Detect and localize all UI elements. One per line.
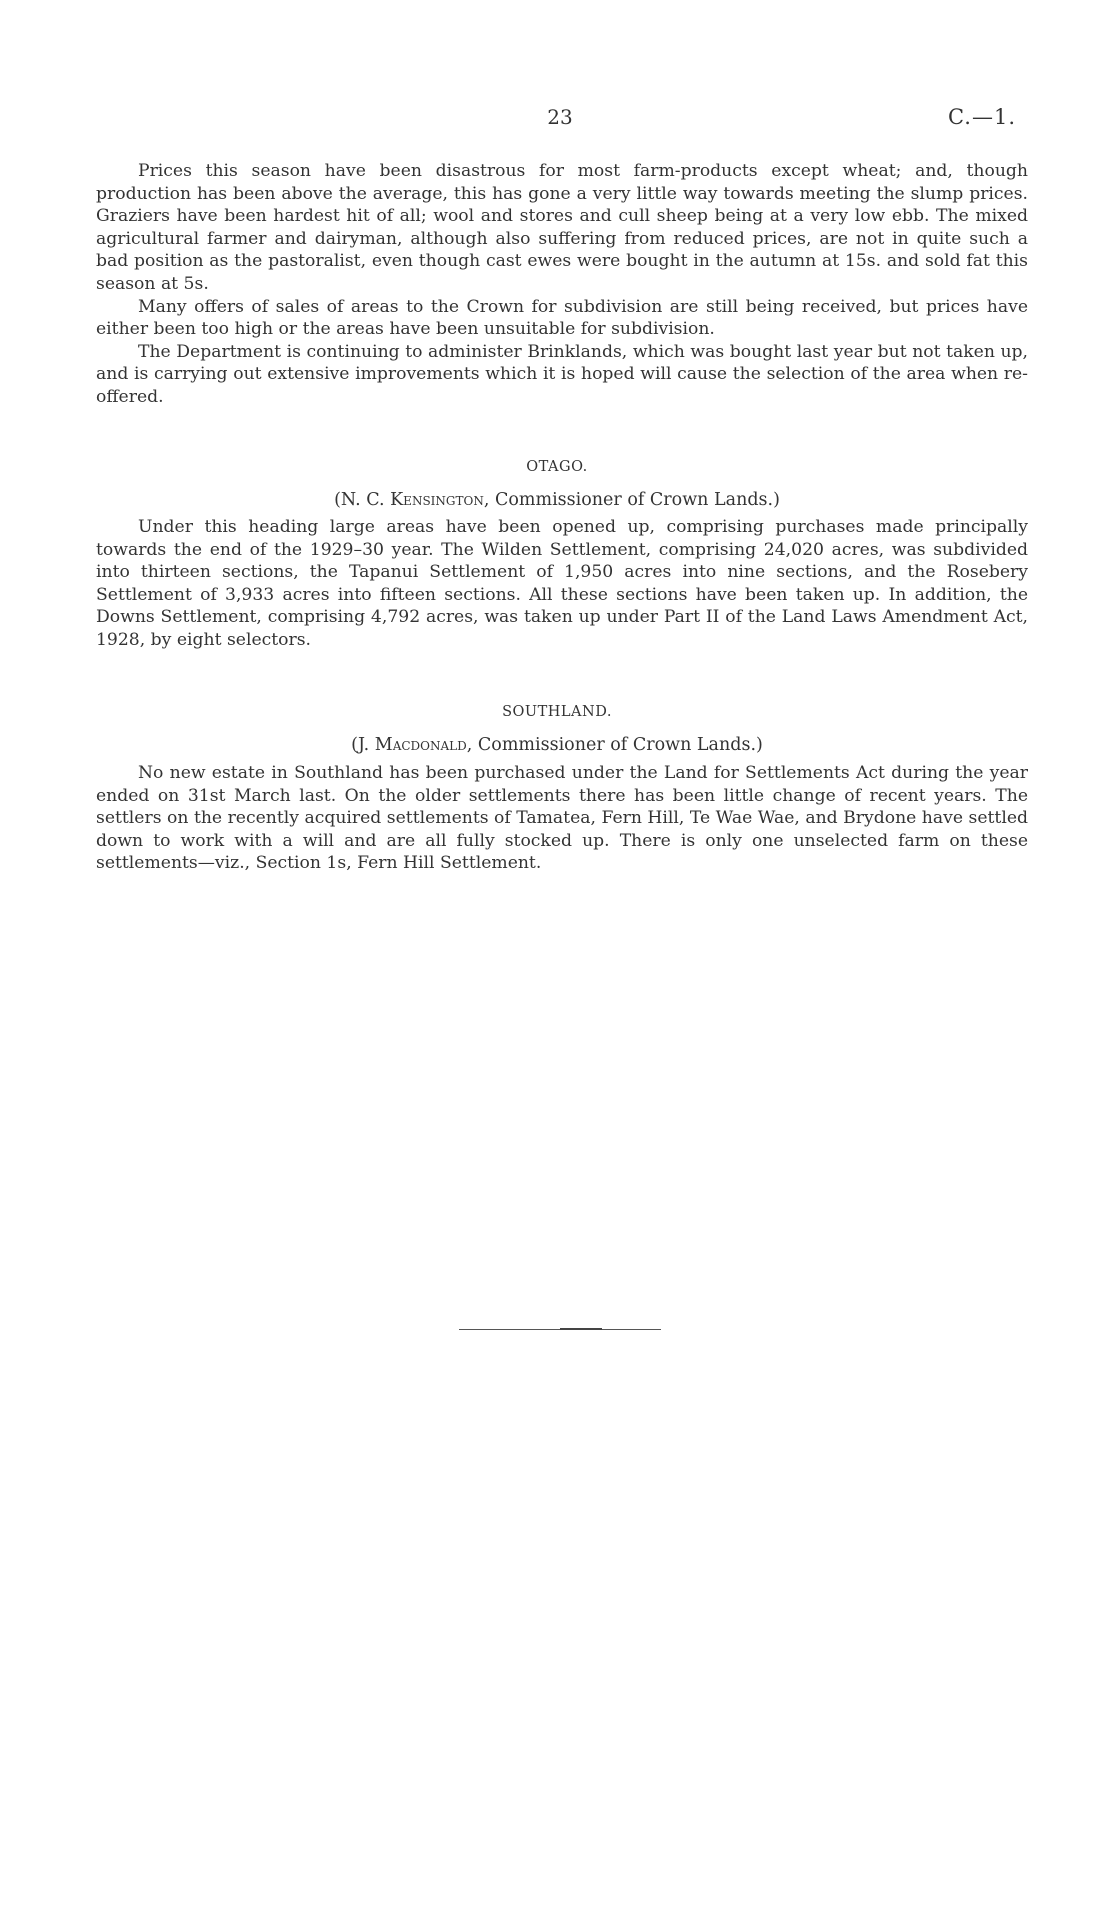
page-number: 23 — [547, 105, 573, 129]
southland-commissioner-name: Macdonald — [374, 735, 467, 755]
southland-commissioner-title: , Commissioner of Crown Lands.) — [466, 735, 763, 755]
southland-heading: SOUTHLAND. — [502, 704, 612, 720]
otago-commissioner-line — [0, 490, 1114, 510]
intro-paragraph: Many offers of sales of areas to the Crown for subdivision are still being received, but prices have either been too high or the areas have been unsuitable for subdivision. — [96, 296, 1028, 340]
otago-heading: OTAGO. — [526, 459, 588, 475]
document-reference: C.—1. — [947, 105, 1016, 129]
intro-paragraph: The Department is continuing to administer Brinklands, which was bought last year but not taken up, and is carrying out extensive improvements which it is hoped will cause the selection of the area when re-offered. — [96, 341, 1028, 407]
otago-paragraph: Under this heading large areas have been opened up, comprising purchases made principally towards the end of the 1929–30 year. The Wilden Settlement, comprising 24,020 acres, was subdivided into thirteen sections, the Tapanui Settlement of 1,950 acres into nine sections, and the Rosebery Settlement of 3,933 acres into fifteen sections. All these sections have been taken up. In addition, the Downs Settlement, comprising 4,792 acres, was taken up under Part II of the Land Laws Amendment Act, 1928, by eight selectors. — [96, 517, 1028, 650]
otago-section — [96, 516, 1028, 652]
southland-section — [96, 762, 1028, 875]
southland-commissioner-initials: (J. — [351, 735, 375, 755]
intro-section — [96, 160, 1028, 409]
southland-commissioner-line — [0, 735, 1114, 755]
otago-commissioner-title: , Commissioner of Crown Lands.) — [483, 490, 780, 510]
end-rule-center — [560, 1328, 602, 1330]
otago-commissioner-name: Kensington — [390, 490, 484, 510]
intro-paragraph: Prices this season have been disastrous for most farm-products except wheat; and, though production has been above the average, this has gone a very little way towards meeting the slump prices. Graziers have been hardest hit of all; wool and stores and cull sheep being at a very low ebb. The mixed agricultural farmer and dairyman, although also suffering from reduced prices, are not in quite such a bad position as the pastoralist, even though cast ewes were bought in the autumn at 15s. and sold fat this season at 5s. — [96, 161, 1028, 294]
southland-paragraph: No new estate in Southland has been purchased under the Land for Settlements Act during the year ended on 31st March last. On the older settlements there has been little change of recent years. The settlers on the recently acquired settlements of Tamatea, Fern Hill, Te Wae Wae, and Brydone have settled down to work with a will and are all fully stocked up. There is only one unselected farm on these settlements—viz., Section 1s, Fern Hill Settlement. — [96, 763, 1028, 874]
otago-commissioner-initials: (N. C. — [334, 490, 391, 510]
